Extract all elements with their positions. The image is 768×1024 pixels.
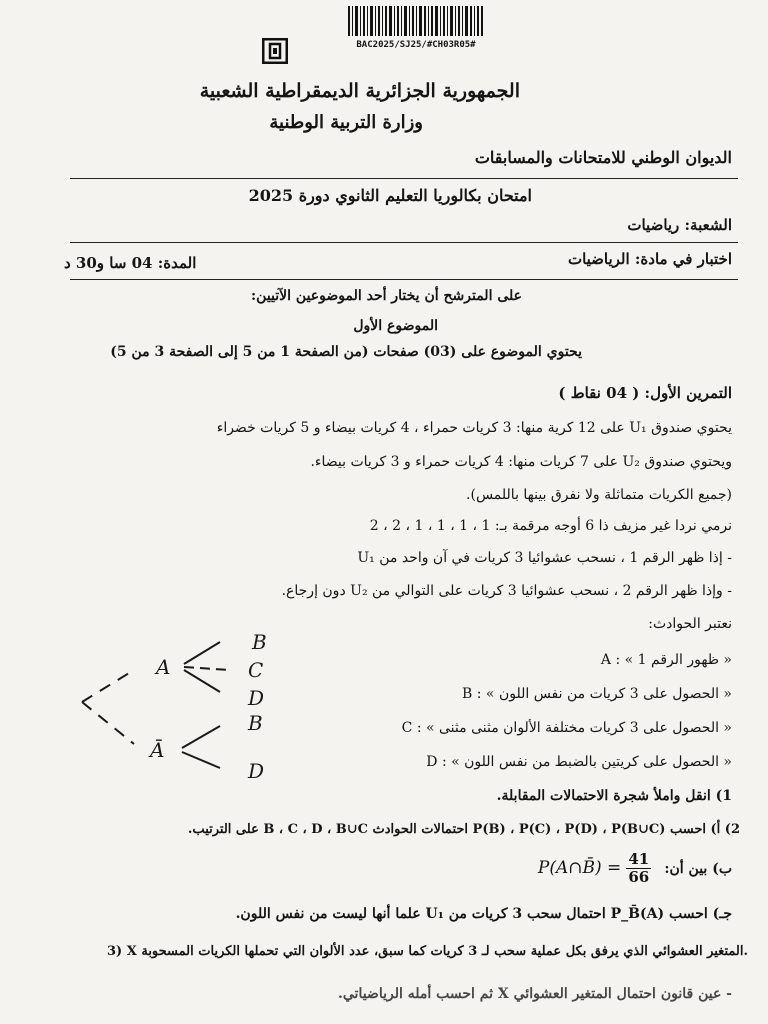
question-2b [538, 852, 732, 885]
fraction-denominator: 66 [628, 868, 650, 886]
tree-branch-d [184, 670, 220, 692]
exercise-line: - إذا ظهر الرقم 1 ، نسحب عشوائيا 3 كريات في آن واحد من U₁ [357, 550, 732, 566]
tree-node-a: A [156, 655, 171, 679]
exercise-line: ويحتوي صندوق U₂ على 7 كريات منها: 4 كريات حمراء و 3 كريات بيضاء. [310, 454, 732, 470]
subject-label: اختبار في مادة: الرياضيات [567, 250, 732, 268]
duration-label: المدة: 04 سا و30 د [64, 254, 197, 272]
exam-title: امتحان بكالوريا التعليم الثانوي دورة 2025 [248, 186, 532, 205]
tree-branch-b [184, 642, 220, 664]
question-1: 1) انقل واملأ شجرة الاحتمالات المقابلة. [496, 788, 732, 804]
probability-tree [70, 620, 290, 790]
barcode-code: BAC2025/SJ25/#CH03R05# [356, 40, 476, 50]
branch-label: الشعبة: رياضيات [627, 216, 732, 234]
instruction-text: على المترشح أن يختار أحد الموضوعين الآتيين: [251, 288, 522, 304]
subject-divider [70, 279, 738, 280]
republic-title: الجمهورية الجزائرية الديمقراطية الشعبية [199, 80, 520, 102]
exercise-line: يحتوي صندوق U₁ على 12 كرية منها: 3 كريات حمراء ، 4 كريات بيضاء و 5 كريات خضراء [216, 420, 732, 436]
event-d: D : « الحصول على كريتين بالضبط من نفس اللون » [426, 754, 732, 770]
question-3a: - عين قانون احتمال المتغير العشوائي X ثم احسب أمله الرياضياتي. [338, 986, 732, 1002]
tree-branch-bottom-b [182, 726, 220, 748]
question-2b-fraction [626, 852, 651, 885]
exercise-title: التمرين الأول: ( 04 نقاط ) [558, 384, 732, 402]
fraction-numerator: 41 [628, 850, 650, 868]
qr-code-icon [262, 38, 288, 64]
tree-branch-abar [82, 702, 134, 744]
barcode-icon [346, 6, 486, 40]
tree-leaf-bottom-b: B [248, 711, 263, 735]
tree-branch-bottom-d [182, 752, 220, 768]
exercise-line: - وإذا ظهر الرقم 2 ، نسحب عشوائيا 3 كريات على التوالي من U₂ دون إرجاع. [281, 583, 732, 599]
header-divider [70, 178, 738, 179]
exercise-line: (جميع الكريات متماثلة ولا نفرق بينها باللمس). [466, 487, 732, 503]
question-2b-label: ب) بين أن: [664, 861, 732, 877]
ministry-title: وزارة التربية الوطنية [269, 112, 423, 133]
tree-node-abar: Ā [150, 738, 165, 762]
question-2b-expression: P(A∩B̄) = [537, 858, 622, 878]
question-2a: 2) أ) احسب P(B) ، P(C) ، P(D) ، P(B∪C) احتمالات الحوادث B ، C ، D ، B∪C على الترتيب. [187, 822, 740, 837]
question-2c: جـ) احسب P_B̄(A) احتمال سحب 3 كريات من U₁ علما أنها ليست من نفس اللون. [235, 906, 732, 922]
tree-leaf-bottom-d: D [248, 759, 265, 783]
event-a: A : « ظهور الرقم 1 » [600, 652, 732, 668]
topic-title: الموضوع الأول [353, 318, 438, 334]
tree-leaf-d: D [248, 686, 265, 710]
tree-branch-a [82, 670, 134, 702]
info-divider [70, 242, 738, 243]
tree-leaf-c: C [248, 658, 264, 682]
exam-office: الديوان الوطني للامتحانات والمسابقات [474, 148, 732, 167]
event-c: C : « الحصول على 3 كريات مختلفة الألوان مثنى مثنى » [401, 720, 732, 736]
exercise-line: نعتبر الحوادث: [648, 616, 732, 632]
exercise-line: نرمي نردا غير مزيف ذا 6 أوجه مرقمة بـ: 1 ، 1 ، 1 ، 1 ، 2 ، 2 [369, 518, 732, 534]
question-3: 3) X المتغير العشوائي الذي يرفق بكل عملية سحب لـ 3 كريات كما سبق، عدد الألوان التي تحملها الكريات المسحوبة. [107, 944, 748, 959]
tree-leaf-b: B [252, 630, 267, 654]
pages-note: يحتوي الموضوع على (03) صفحات (من الصفحة 1 من 5 إلى الصفحة 3 من 5) [110, 344, 582, 360]
tree-branch-c [184, 667, 230, 670]
event-b: B : « الحصول على 3 كريات من نفس اللون » [462, 686, 732, 702]
